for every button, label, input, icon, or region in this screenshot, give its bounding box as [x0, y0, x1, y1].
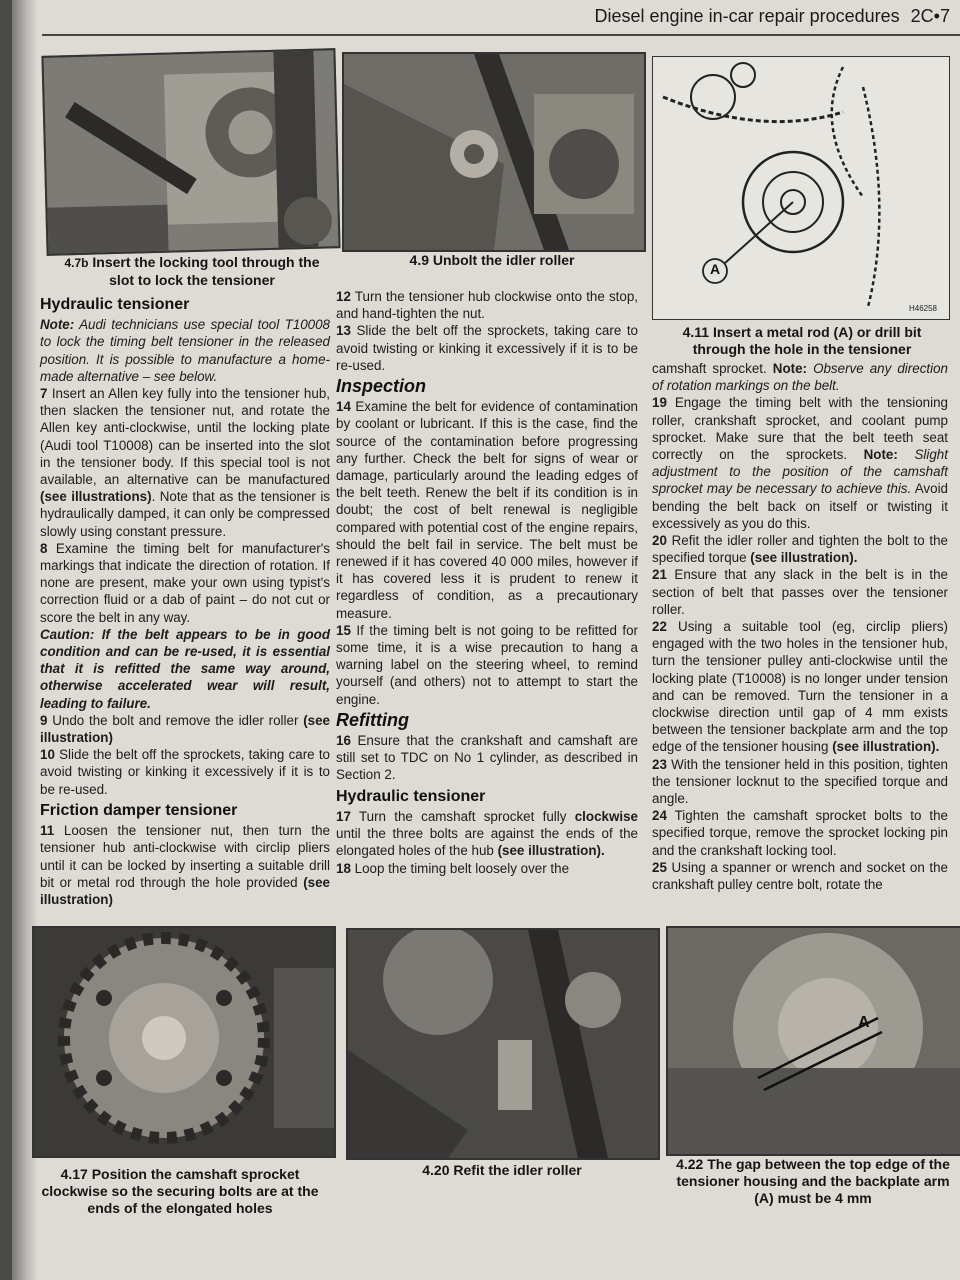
- step-text-end: until the three bolts are against the ends of the elongated holes of the hub: [336, 826, 638, 859]
- paragraph-14: [336, 398, 638, 622]
- step-number: 17: [336, 808, 351, 824]
- caption-number: 4.11: [682, 324, 710, 340]
- step-text: Examine the timing belt for manufacturer's markings that indicate the direction of rotation. If none are present, make your own using typist's correction fluid or a dab of paint – do not cut or score the belt in any way.: [40, 540, 330, 625]
- step-number: 13: [336, 323, 351, 339]
- step-number: 19: [652, 395, 667, 411]
- paragraph-18: [336, 860, 638, 877]
- step-text: Loosen the tensioner nut, then turn the tensioner hub anti-clockwise with circlip pliers until it can be locked by inserting a suitable drill bit or metal rod through the hole provided: [40, 823, 330, 890]
- see-ref: (see illustrations): [40, 489, 152, 505]
- paragraph-22: [652, 618, 948, 756]
- note-text: Slight adjustment to the position of the camshaft sprocket may be necessary to achieve this.: [652, 447, 948, 497]
- paragraph-12: [336, 288, 638, 322]
- caption-number: 4.22: [676, 1156, 704, 1172]
- caution-paragraph: Caution: If the belt appears to be in good condition and can be re-used, it is essential that it is refitted the same way around, otherwise accelerated wear will result, leading to failure.: [40, 626, 330, 711]
- paragraph-16: [336, 732, 638, 784]
- step-text: Using a spanner or wrench and socket on the crankshaft pulley centre bolt, rotate the: [652, 859, 948, 893]
- caption-4-9: [347, 252, 637, 269]
- camshaft-sprocket-photo-icon: [34, 928, 334, 1156]
- header-page-number: 2C•7: [910, 6, 950, 26]
- see-ref: (see illustration).: [832, 739, 940, 755]
- step-number: 21: [652, 567, 667, 583]
- heading-hydraulic-tensioner: Hydraulic tensioner: [40, 296, 190, 313]
- paragraph-13: [336, 322, 638, 374]
- caption-text: Refit the idler roller: [453, 1162, 582, 1178]
- caption-text: Unbolt the idler roller: [432, 252, 575, 268]
- step-number: 15: [336, 622, 351, 638]
- step-number: 14: [336, 399, 351, 415]
- text-column-3: [652, 360, 948, 893]
- step-text: With the tensioner held in this position, tighten the tensioner locknut to the specified torque and angle.: [652, 756, 948, 807]
- caption-number: 4.17: [60, 1166, 88, 1182]
- caption-4-11: [662, 324, 942, 358]
- header-title: Diesel engine in-car repair procedures: [594, 6, 900, 26]
- caption-text: Insert the locking tool through the slot to lock the tensioner: [92, 254, 320, 288]
- step-text: Using a suitable tool (eg, circlip pliers) engaged with the two holes in the tensioner hub, turn the tensioner pulley anti-clockwise until the locking plate (T10008) is no longer under tension and can be removed. Turn the tensioner in a clockwise direction until gap of 4 mm exists between the tensioner backplate arm and the top edge of the tensioner housing: [652, 619, 948, 755]
- step-number: 9: [40, 712, 48, 728]
- see-ref: (see illustration).: [750, 550, 858, 566]
- step-text: Slide the belt off the sprockets, taking care to avoid twisting or kinking it excessively if it is to be re-used.: [336, 323, 638, 373]
- step-text: Ensure that the crankshaft and camshaft are still set to TDC on No 1 cylinder, as described in Section 2.: [336, 733, 638, 783]
- photo-4-20: [346, 928, 660, 1160]
- caption-text: Insert a metal rod (A) or drill bit through the hole in the tensioner: [692, 324, 922, 357]
- step-text: camshaft sprocket.: [652, 361, 767, 376]
- caption-number: 4.9: [409, 252, 429, 268]
- paragraph-9: [40, 712, 330, 746]
- step-number: 18: [336, 860, 351, 876]
- note-label: Note:: [772, 361, 807, 376]
- paragraph-18-continued: [652, 360, 948, 394]
- step-number: 7: [40, 386, 48, 402]
- step-text: Turn the camshaft sprocket fully: [358, 808, 567, 824]
- paragraph-25: [652, 859, 948, 893]
- note-label: Note:: [40, 317, 75, 333]
- photo-4-7b: [41, 48, 340, 256]
- label-a: A: [709, 261, 721, 277]
- step-text: Refit the idler roller and tighten the bolt to the specified torque: [652, 533, 948, 566]
- caption-4-7b: [52, 254, 332, 289]
- see-ref: (see illustration).: [497, 843, 605, 859]
- heading-inspection: Inspection: [336, 376, 427, 397]
- step-number: 16: [336, 733, 351, 749]
- refit-idler-roller-photo-icon: [348, 930, 658, 1158]
- text-column-2: [336, 288, 638, 877]
- caption-number: 4.20: [422, 1162, 450, 1178]
- photo-4-17: [32, 926, 336, 1158]
- see-ref: (see illustration): [40, 712, 330, 746]
- step-text-end: . Note that as the tensioner is hydraulically damped, it can only be compressed slowly using constant pressure.: [40, 489, 330, 539]
- step-text-end: Avoid bending the belt back on itself or twisting it excessively as you do this.: [652, 481, 948, 531]
- step-number: 20: [652, 533, 667, 549]
- heading-friction-damper: Friction damper tensioner: [40, 801, 238, 819]
- heading-hydraulic-tensioner-2: Hydraulic tensioner: [336, 787, 486, 805]
- caption-text: The gap between the top edge of the tensioner housing and the backplate arm (A) must be 4 mm: [676, 1156, 950, 1206]
- paragraph-20: [652, 532, 948, 566]
- page-header: [595, 6, 951, 27]
- manual-page: [12, 0, 960, 1280]
- paragraph-24: [652, 807, 948, 859]
- note-paragraph: [40, 316, 330, 385]
- step-number: 25: [652, 859, 667, 875]
- step-text: Insert an Allen key fully into the tensioner hub, then slacken the tensioner nut, and rotate the Allen key anti-clockwise, until the locking plate (Audi tool T10008) can be inserted into the slot in the tensioner body. If this special tool is not available, an alternative can be manufactured: [40, 386, 330, 488]
- idler-roller-photo-icon: [344, 54, 644, 250]
- step-text: If the timing belt is not going to be refitted for some time, it is a wise precaution to hang a warning label on the steering wheel, to remind yourself (and others) not to attempt to start the engine.: [336, 622, 638, 707]
- paragraph-15: [336, 622, 638, 708]
- caption-text: Position the camshaft sprocket clockwise so the securing bolts are at the ends of the elongated holes: [41, 1166, 319, 1216]
- paragraph-8: [40, 540, 330, 626]
- label-a: A: [858, 1014, 870, 1031]
- note-text: Audi technicians use special tool T10008 to lock the timing belt tensioner in the released position. It is possible to manufacture a home-made alternative – see below.: [40, 317, 330, 384]
- text-column-1: [40, 292, 330, 908]
- paragraph-21: [652, 566, 948, 618]
- paragraph-19: [652, 394, 948, 532]
- caption-4-17: [30, 1166, 330, 1217]
- step-number: 23: [652, 756, 667, 772]
- paragraph-17: [336, 808, 638, 860]
- paragraph-10: [40, 746, 330, 798]
- caption-number: 4.7b: [64, 256, 89, 270]
- heading-refitting: Refitting: [336, 709, 409, 730]
- paragraph-11: [40, 822, 330, 908]
- step-text: Slide the belt off the sprockets, taking care to avoid twisting or kinking it excessively if it is to be re-used.: [40, 747, 330, 797]
- step-number: 11: [40, 823, 55, 839]
- caption-4-22: [668, 1156, 958, 1207]
- step-number: 12: [336, 289, 351, 304]
- see-ref: (see illustration): [40, 874, 330, 907]
- step-text: Ensure that any slack in the belt is in the section of belt that passes over the tensioner roller.: [652, 567, 948, 617]
- drawing-code: H46258: [908, 304, 937, 313]
- step-text: Turn the tensioner hub clockwise onto the stop, and hand-tighten the nut.: [336, 289, 639, 322]
- note-label: Note:: [863, 447, 898, 463]
- step-text: Undo the bolt and remove the idler roller: [52, 712, 299, 728]
- emphasis: clockwise: [574, 808, 638, 824]
- photo-4-9: [342, 52, 646, 252]
- step-text: Loop the timing belt loosely over the: [354, 860, 570, 876]
- note-text: Observe any direction of rotation markings on the belt.: [652, 361, 948, 394]
- drawing-4-11: [652, 56, 950, 320]
- step-text: Tighten the camshaft sprocket bolts to the specified torque, remove the sprocket locking pin and the crankshaft locking tool.: [652, 808, 949, 858]
- step-text: Examine the belt for evidence of contamination by coolant or lubricant. If this is the case, find the source of the contamination before progressing any further. Check the belt for signs of wear or damage, particularly around the leading edges of the belt teeth. Renew the belt if its condition is in doubt; the cost of belt renewal is negligible compared with potential cost of the engine repairs, should the belt fail in service. The belt must be renewed if it has covered 40 000 miles, however if it has covered less it is prudent to renew it regardless of condition, as a precautionary measure.: [336, 399, 638, 621]
- step-number: 22: [652, 619, 667, 635]
- paragraph-7: [40, 385, 330, 540]
- header-rule: [42, 34, 960, 36]
- step-number: 8: [40, 540, 48, 556]
- locking-tool-photo-icon: [43, 50, 338, 254]
- step-text: Engage the timing belt with the tensioning roller, crankshaft sprocket, and coolant pump sprocket. Make sure that the belt teeth seat correctly on the sprockets.: [652, 395, 948, 463]
- step-number: 24: [652, 808, 667, 824]
- tensioner-gap-photo-icon: [668, 928, 960, 1154]
- paragraph-23: [652, 756, 948, 808]
- tensioner-drawing-icon: [653, 57, 949, 319]
- step-number: 10: [40, 747, 55, 763]
- caption-4-20: [352, 1162, 652, 1179]
- photo-4-22: [666, 926, 960, 1156]
